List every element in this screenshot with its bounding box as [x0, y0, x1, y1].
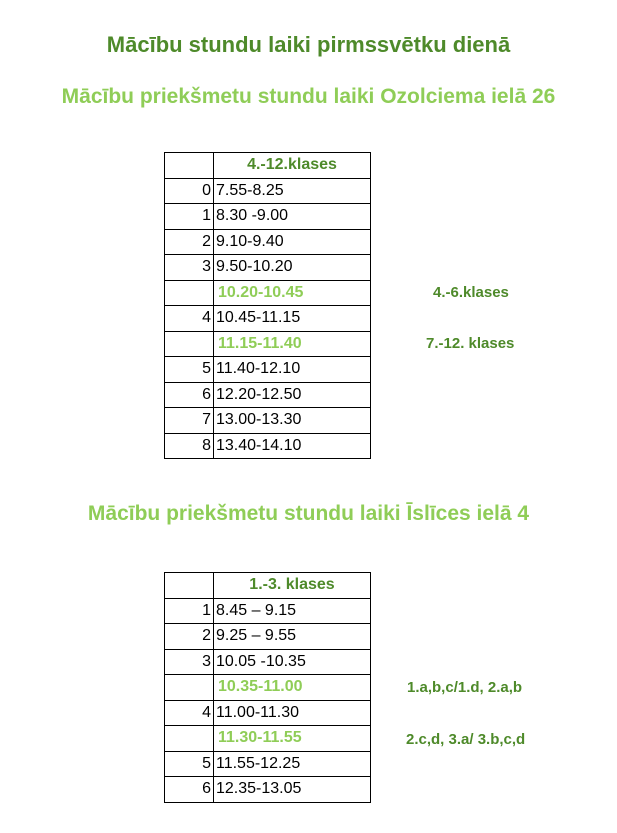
table-row [165, 306, 371, 332]
break-row [165, 726, 371, 752]
lesson-number: 8 [165, 433, 214, 459]
lesson-time: 11.40-12.10 [214, 357, 371, 383]
table-row [165, 204, 371, 230]
lesson-number: 1 [165, 204, 214, 230]
break-time: 10.20-10.45 [214, 280, 371, 306]
lesson-number: 4 [165, 306, 214, 332]
lesson-time: 12.35-13.05 [214, 777, 371, 803]
lesson-time: 10.05 -10.35 [214, 649, 371, 675]
lesson-time: 8.45 – 9.15 [214, 598, 371, 624]
lesson-number [165, 280, 214, 306]
table-header-row [165, 153, 371, 179]
break-row [165, 280, 371, 306]
table-row [165, 624, 371, 650]
lesson-time: 11.55-12.25 [214, 751, 371, 777]
break-row [165, 331, 371, 357]
lesson-number: 3 [165, 255, 214, 281]
break-note: 2.c,d, 3.a/ 3.b,c,d [406, 731, 526, 748]
lesson-time: 9.25 – 9.55 [214, 624, 371, 650]
lesson-number: 7 [165, 408, 214, 434]
lesson-time: 8.30 -9.00 [214, 204, 371, 230]
lesson-time: 11.00-11.30 [214, 700, 371, 726]
section1-heading: Mācību priekšmetu stundu laiki Ozolciema ielā 26 [61, 85, 556, 108]
break-note: 7.-12. klases [426, 335, 515, 352]
header-num-cell [165, 153, 214, 179]
lesson-time: 9.10-9.40 [214, 229, 371, 255]
lesson-number: 1 [165, 598, 214, 624]
header-classes-cell: 4.-12.klases [214, 153, 371, 179]
section2-schedule-table [164, 572, 371, 803]
lesson-number: 5 [165, 751, 214, 777]
lesson-time: 12.20-12.50 [214, 382, 371, 408]
header-num-cell [165, 573, 214, 599]
lesson-number [165, 675, 214, 701]
lesson-number: 4 [165, 700, 214, 726]
lesson-number: 3 [165, 649, 214, 675]
page-title: Mācību stundu laiki pirmssvētku dienā [106, 32, 511, 57]
break-time: 11.30-11.55 [214, 726, 371, 752]
table-row [165, 649, 371, 675]
table-row [165, 751, 371, 777]
table-row [165, 255, 371, 281]
break-time: 10.35-11.00 [214, 675, 371, 701]
table-row [165, 382, 371, 408]
lesson-number [165, 331, 214, 357]
table-row [165, 777, 371, 803]
table-row [165, 229, 371, 255]
lesson-time: 7.55-8.25 [214, 178, 371, 204]
lesson-number: 2 [165, 229, 214, 255]
table-row [165, 433, 371, 459]
header-classes-cell: 1.-3. klases [214, 573, 371, 599]
break-row [165, 675, 371, 701]
break-time: 11.15-11.40 [214, 331, 371, 357]
lesson-time: 13.00-13.30 [214, 408, 371, 434]
section2-heading: Mācību priekšmetu stundu laiki Īslīces ielā 4 [87, 502, 530, 525]
lesson-time: 13.40-14.10 [214, 433, 371, 459]
table-row [165, 178, 371, 204]
lesson-number: 6 [165, 382, 214, 408]
lesson-number: 5 [165, 357, 214, 383]
table-row [165, 700, 371, 726]
lesson-number [165, 726, 214, 752]
lesson-number: 0 [165, 178, 214, 204]
lesson-number: 2 [165, 624, 214, 650]
lesson-time: 9.50-10.20 [214, 255, 371, 281]
table-row [165, 357, 371, 383]
lesson-number: 6 [165, 777, 214, 803]
break-note: 1.a,b,c/1.d, 2.a,b [407, 679, 523, 696]
table-header-row [165, 573, 371, 599]
table-row [165, 408, 371, 434]
table-row [165, 598, 371, 624]
section1-schedule-table [164, 152, 371, 459]
lesson-time: 10.45-11.15 [214, 306, 371, 332]
break-note: 4.-6.klases [433, 284, 509, 301]
